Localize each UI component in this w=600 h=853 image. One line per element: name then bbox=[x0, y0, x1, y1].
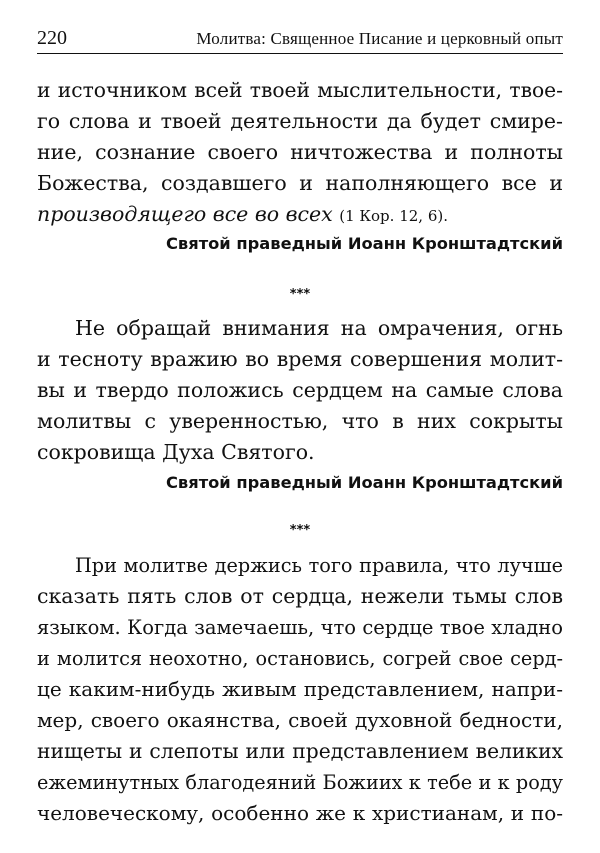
paragraph-1 bbox=[37, 75, 563, 230]
text-line: человеческому, особенно же к христианам, и по- bbox=[37, 801, 563, 825]
page-number: 220 bbox=[37, 27, 67, 49]
text-line: це каким-нибудь живым представлением, напри- bbox=[37, 677, 563, 701]
text-line: При молитве держись того правила, что лучше bbox=[75, 554, 563, 577]
text-line: мер, своего окаянства, своей духовной бедности, bbox=[37, 708, 563, 732]
paragraph-3 bbox=[37, 550, 563, 829]
page-header bbox=[37, 26, 563, 52]
attribution-1: Святой праведный Иоанн Кронштадтский bbox=[165, 234, 563, 253]
text-line bbox=[37, 199, 563, 230]
text-line: сокровища Духа Святого. bbox=[37, 440, 315, 464]
paragraph-2 bbox=[37, 313, 563, 468]
text-line: сказать пять слов от сердца, нежели тьмы слов bbox=[37, 584, 563, 608]
attribution-2: Святой праведный Иоанн Кронштадтский bbox=[165, 473, 563, 492]
header-rule bbox=[37, 53, 563, 54]
text-line: языком. Когда замечаешь, что сердце твое хладно bbox=[37, 616, 563, 639]
section-separator-2: *** bbox=[289, 523, 311, 538]
text-line: вы и твердо положись сердцем на самые слова bbox=[37, 378, 563, 402]
text-line: и тесноту вражию во время совершения молит- bbox=[37, 347, 563, 371]
text-line: молитвы с уверенностью, что в них сокрыты bbox=[37, 409, 563, 433]
text-line: и источником всей твоей мыслительности, твое- bbox=[37, 78, 563, 102]
text-line: го слова и твоей деятельности да будет смире- bbox=[37, 109, 563, 133]
text-line: Божества, создавшего и наполняющего все и bbox=[37, 171, 563, 195]
running-title: Молитва: Священное Писание и церковный опыт bbox=[196, 29, 563, 48]
text-line: и молится неохотно, остановись, согрей свое серд- bbox=[37, 647, 563, 670]
text-line: Не обращай внимания на омрачения, огнь bbox=[75, 316, 563, 340]
section-separator-1: *** bbox=[289, 287, 311, 302]
text-line: нищеты и слепоты или представлением великих bbox=[37, 739, 563, 763]
italic-quote: производящего все во всех bbox=[37, 202, 333, 226]
scripture-reference: (1 Кор. 12, 6). bbox=[339, 207, 448, 225]
text-line: ежеминутных благодеяний Божиих к тебе и к роду bbox=[37, 771, 563, 794]
text-line: ние, сознание своего ничтожества и полноты bbox=[37, 140, 563, 164]
